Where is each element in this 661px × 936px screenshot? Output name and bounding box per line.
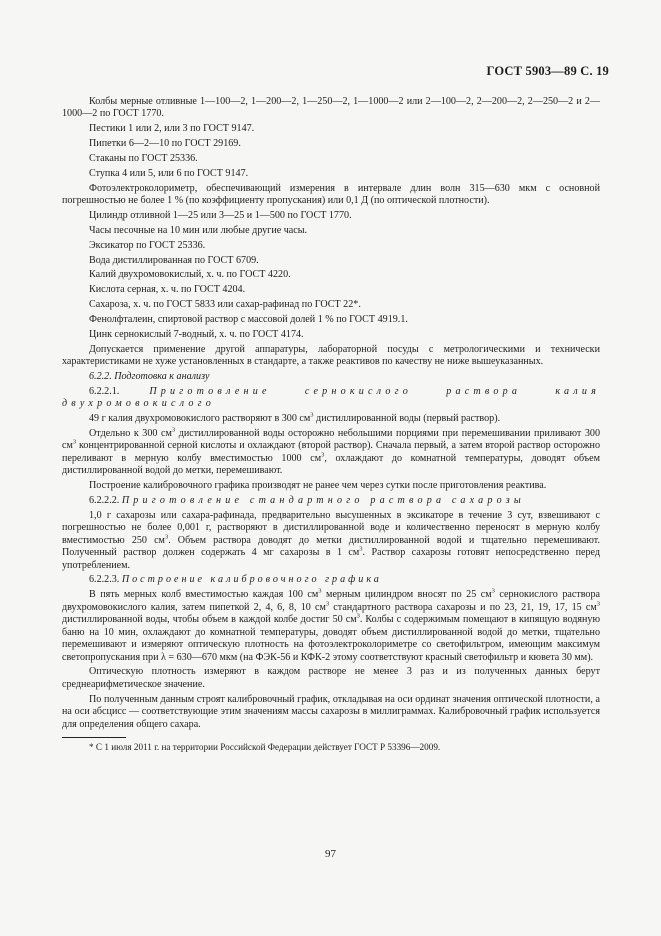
text-run: 1,0 г сахарозы или сахара-рафинада, предварительно высушенных в эксикаторе в течение 3 сут, взвешивают с погрешностью не более 0,001 г, растворяют в дистиллированной воде и количественно переносят в мерную колбу вместимостью 250 см (62, 509, 600, 546)
paragraph: Допускается применение другой аппаратуры, лабораторной посуды с метрологическими и технически характеристиками не хуже установленных в стандарте, а также реактивов по качеству не ниже вышеуказанных. (62, 343, 600, 368)
paragraph: Вода дистиллированная по ГОСТ 6709. (89, 254, 259, 266)
paragraph: Колбы мерные отливные 1—100—2, 1—200—2, 1—250—2, 1—1000—2 или 2—100—2, 2—200—2, 2—250—2 и 2—1000—2 по ГОСТ 1770. (62, 96, 600, 120)
text-run: В пять мерных колб вместимостью каждая 100 см (89, 589, 319, 601)
superscript: 3 (491, 587, 495, 595)
superscript: 3 (171, 426, 176, 434)
text-run: Отдельно к 300 см (89, 427, 172, 439)
text-run: . Колбы с содержимым помещают в кипящую водяную баню на 10 мин, охлаждают до комнатной температуры, доводят объем дистиллированной водой до метки, тщательно перемешивают и измеряют оптическую плотность на фотоэлектроколориметре со светофильтром, имеющим максимум светопропускания при λ = 630—670 мкм (на ФЭК-56 и КФК-2 этому соответствуют красный светофильтр и кювета 30 мм). (62, 614, 600, 663)
paragraph: Стаканы по ГОСТ 25336. (89, 152, 198, 164)
section-number: 6.2.2.1. (89, 385, 120, 397)
paragraph: Кислота серная, х. ч. по ГОСТ 4204. (89, 284, 246, 296)
text-run: мерным цилиндром вносят по 25 см (321, 589, 492, 601)
paragraph (62, 510, 600, 572)
footnote: * С 1 июля 2011 г. на территории Российской Федерации действует ГОСТ Р 53396—2009. (89, 742, 441, 752)
text-run: дистиллированной воды (первый раствор). (313, 413, 501, 424)
text-run: дистиллированной воды осторожно небольшими порциями при перемешивании приливают 300 см (62, 427, 600, 452)
section-heading-6-2-2-1 (62, 386, 600, 411)
paragraph: Ступка 4 или 5, или 6 по ГОСТ 9147. (89, 167, 249, 179)
section-heading-6-2-2: 6.2.2. Подготовка к анализу (89, 370, 210, 382)
section-title: Построение калибровочного графика (121, 574, 382, 586)
superscript: 3 (72, 438, 77, 446)
superscript: 3 (359, 545, 363, 553)
paragraph: Фотоэлектроколориметр, обеспечивающий измерения в интервале длин волн 315—630 мкм с основной погрешностью не более 1 % (по коэффициенту пропускания) или 0,1 Д (по оптической плотности). (62, 182, 600, 207)
page-header: ГОСТ 5903—89 С. 19 (486, 64, 609, 78)
superscript: 3 (325, 600, 330, 608)
text-run: сернокислого раствора двухромовокислого калия, затем пипеткой 2, 4, 6, 8, 10 см (62, 589, 601, 613)
paragraph: По полученным данным строят калибровочный график, откладывая на оси ординат значения оптической плотности, а на оси абсцисс — соответствующие этим значениям массы сахарозы в миллиграммах. Калибровочный график используется для определения общего сахара. (62, 693, 600, 730)
paragraph: Цилиндр отливной 1—25 или 3—25 и 1—500 по ГОСТ 1770. (89, 209, 352, 221)
text-run: 49 г калия двухромовокислого растворяют в 300 см (89, 413, 311, 424)
paragraph (62, 589, 600, 664)
document-body (62, 96, 600, 755)
paragraph: Пестики 1 или 2, или 3 по ГОСТ 9147. (89, 123, 255, 135)
superscript: 3 (356, 612, 360, 620)
section-title: Приготовление стандартного раствора сахарозы (121, 494, 525, 506)
superscript: 3 (596, 600, 600, 608)
superscript: 3 (310, 411, 314, 419)
paragraph: Сахароза, х. ч. по ГОСТ 5833 или сахар-рафинад по ГОСТ 22*. (89, 299, 361, 311)
superscript: 3 (164, 533, 169, 541)
text-run: концентрированной серной кислоты и охлаждают (второй раствор). Сначала первый, а затем второй раствор осторожно переливают в мерную колбу вместимостью 1000 см (62, 440, 600, 464)
text-run: , охлаждают до комнатной температуры, доводят объем дистиллированной водой до метки, перемешивают. (62, 452, 600, 477)
paragraph: Фенолфталеин, спиртовой раствор с массовой долей 1 % по ГОСТ 4919.1. (89, 313, 408, 325)
paragraph: Построение калибровочного графика производят не ранее чем через сутки после приготовления реактива. (89, 480, 547, 492)
paragraph: Часы песочные на 10 мин или любые другие часы. (89, 224, 308, 236)
paragraph (62, 428, 600, 478)
section-title: Приготовление сернокислого раствора калия двухромовокислого (62, 385, 600, 410)
superscript: 3 (321, 451, 325, 459)
paragraph: Цинк сернокислый 7-водный, х. ч. по ГОСТ 4174. (89, 328, 304, 340)
paragraph: Пипетки 6—2—10 по ГОСТ 29169. (89, 138, 241, 150)
equipment-list (62, 96, 600, 368)
section-heading-6-2-2-2 (62, 495, 600, 507)
text-run: . Объем раствора доводят до метки дистиллированной водой и тщательно перемешивают. Полученный раствор должен содержать 4 мг сахарозы в 1 см (62, 534, 600, 559)
paragraph: Оптическую плотность измеряют в каждом растворе не менее 3 раз и из полученных данных берут среднеарифметическое значение. (62, 666, 600, 690)
paragraph (62, 413, 600, 425)
paragraph: Эксикатор по ГОСТ 25336. (89, 239, 206, 251)
footnote-divider (62, 737, 126, 738)
text-run: дистиллированной воды, чтобы объем в каждой колбе достиг 50 см (62, 614, 357, 626)
page-number: 97 (325, 848, 336, 860)
section-heading-6-2-2-3 (62, 574, 600, 586)
text-run: . Раствор сахарозы готовят непосредственно перед употреблением. (62, 547, 600, 571)
text-run: стандартного раствора сахарозы и по 23, 21, 19, 17, 15 см (329, 601, 597, 613)
paragraph: Калий двухромовокислый, х. ч. по ГОСТ 4220. (89, 269, 291, 281)
superscript: 3 (318, 587, 322, 595)
section-number: 6.2.2.3. (89, 574, 120, 586)
section-number: 6.2.2.2. (89, 494, 120, 506)
